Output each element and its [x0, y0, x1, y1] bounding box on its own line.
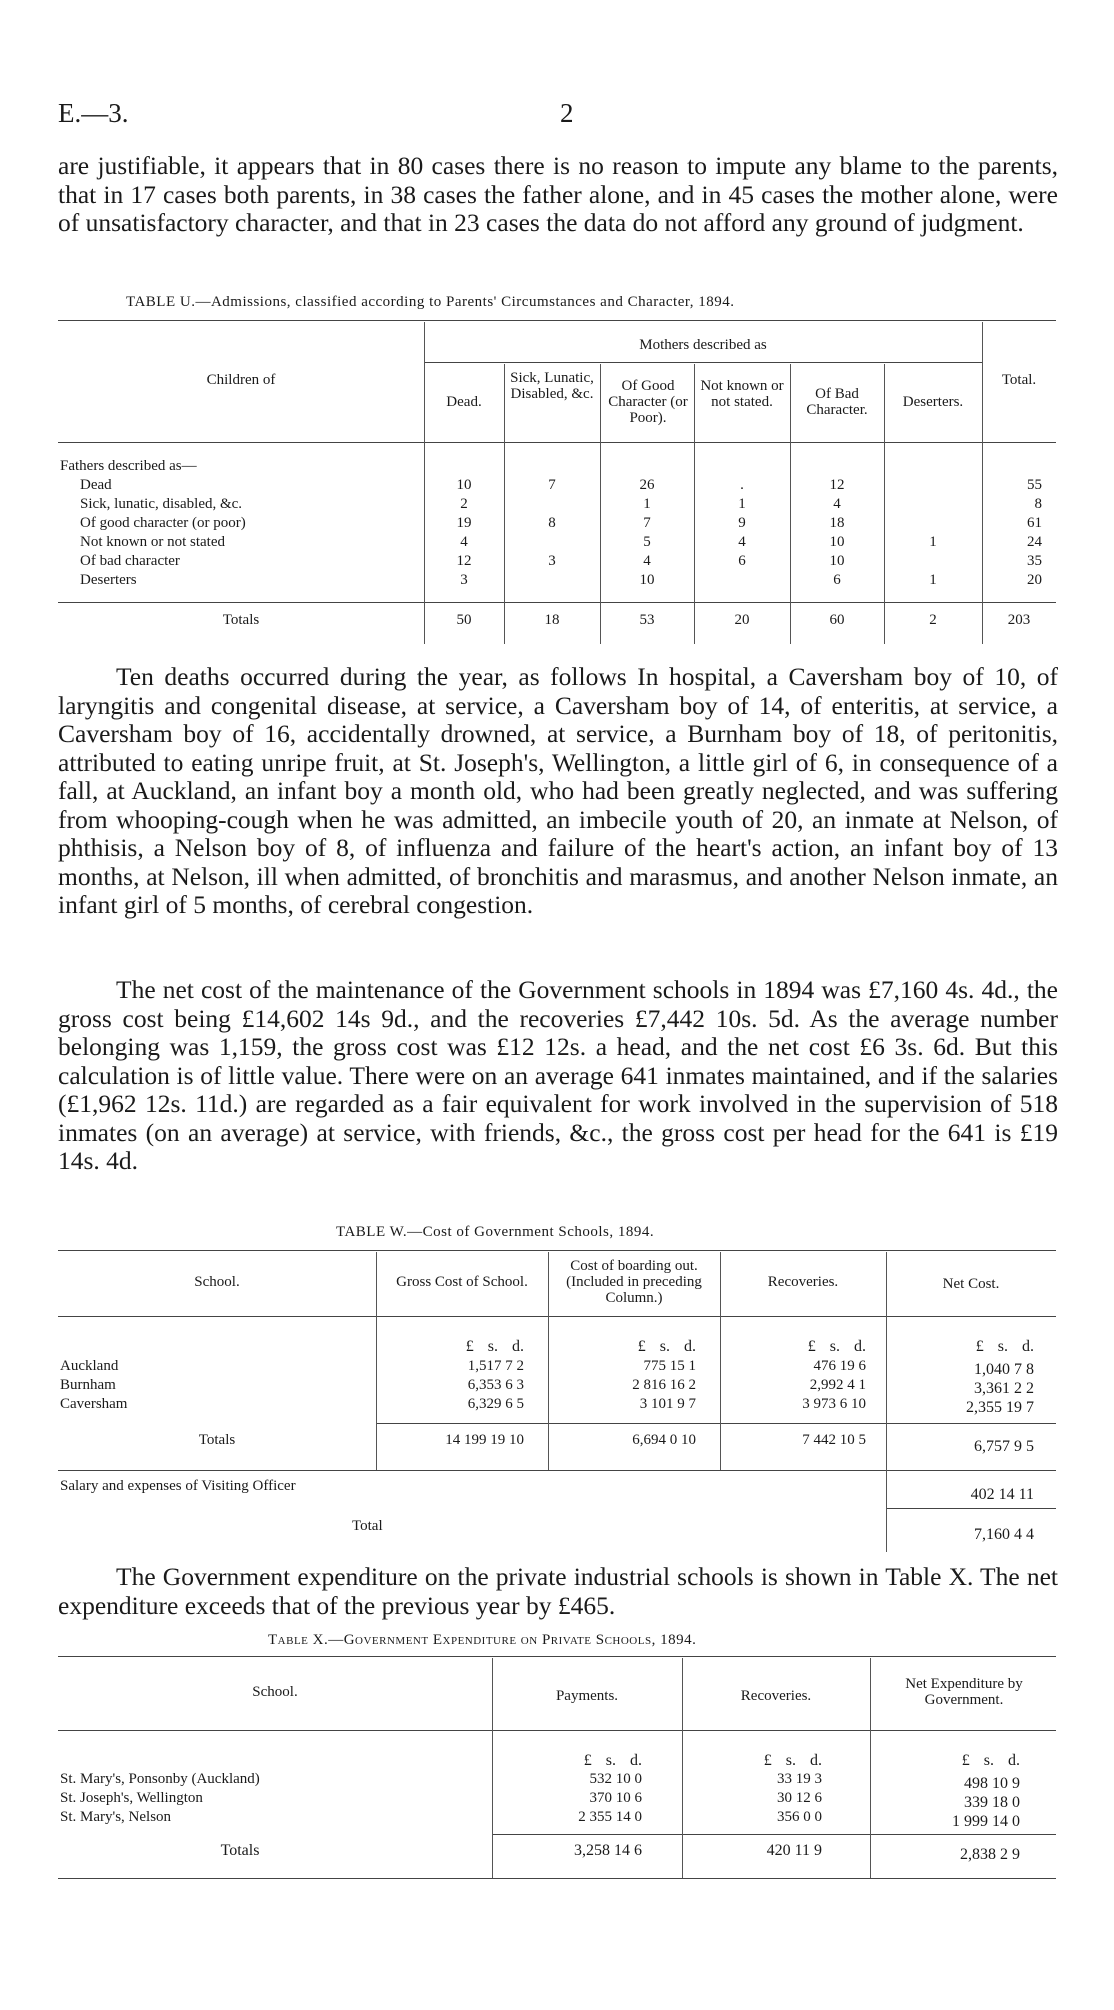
cost-paragraph: The net cost of the maintenance of the Government schools in 1894 was £7,160 4s. 4d., the gross cost being £14,602 14s 9d., and the recoveries £7,442 10s. 5d. As the average number belonging was 1,159, the gross cost was £12 12s. a head, and the net cost £6 3s. 6d. But this calculation is of little value. There were on an average 641 inmates maintained, and if the salaries (£1,962 12s. 11d.) are regarded as a fair equivalent for work involved in the supervision of 518 inmates (on an average) at service, with friends, &c., the gross cost per head for the 641 is £19 14s. 4d.	[58, 975, 1058, 1175]
table-u-group-header: Mothers described as	[639, 337, 767, 353]
table-w-col-gross: Gross Cost of School.	[396, 1274, 528, 1290]
table-u-cell: 3	[460, 572, 468, 588]
table-w-units: £ s. d.	[975, 1338, 1034, 1355]
table-w-units: £ s. d.	[465, 1338, 524, 1355]
table-u-cell: 9	[738, 515, 746, 531]
table-w-row-school: Auckland	[60, 1358, 119, 1374]
table-w-cell: 476 19 6	[813, 1358, 866, 1374]
page-number: 2	[560, 98, 574, 128]
table-u-cell: 10	[829, 534, 845, 550]
table-u-col-good: Of Good Character (or Poor).	[608, 378, 688, 426]
table-w-cell: 1,517 7 2	[467, 1358, 524, 1374]
table-u-cell: 5	[643, 534, 651, 550]
table-u-cell: 8	[548, 515, 556, 531]
table-w-total-cell: 7 442 10 5	[802, 1432, 866, 1448]
deaths-paragraph: Ten deaths occurred during the year, as follows In hospital, a Caversham boy of 10, of laryngitis and congenital disease, at service, a Caversham boy of 14, of enteritis, at service, a Caversham boy of 16, accidentally drowned, at service, a Burnham boy of 18, of peritonitis, attributed to eating unripe fruit, at St. Joseph's, Wellington, a little girl of 6, in consequence of a fall, at Auckland, an infant boy a month old, who had been greatly neglected, and was suffering from whooping-cough when he was admitted, an imbecile youth of 20, an inmate at Nelson, of phthisis, a Nelson boy of 8, of influenza and failure of the heart's action, an infant boy of 13 months, at Nelson, ill when admitted, of bronchitis and marasmus, and another Nelson inmate, an infant girl of 5 months, of cerebral congestion.	[58, 662, 1058, 919]
table-x-cell: 356 0 0	[777, 1809, 822, 1825]
table-u-cell: 10	[639, 572, 655, 588]
table-x-units: £ s. d.	[583, 1752, 642, 1769]
table-u-col-unknown: Not known or not stated.	[700, 378, 784, 410]
table-w-cell: 3,361 2 2	[974, 1380, 1034, 1397]
table-w-col-school: School.	[194, 1274, 240, 1290]
table-u-cell: 6	[833, 572, 841, 588]
table-u-cell: 2	[460, 496, 468, 512]
table-w-cell: 1,040 7 8	[974, 1361, 1034, 1378]
table-w-col-recoveries: Recoveries.	[767, 1274, 839, 1290]
table-w-salary-value: 402 14 11	[970, 1486, 1034, 1503]
table-x-cell: 33 19 3	[777, 1771, 822, 1787]
table-u-cell: 18	[829, 515, 845, 531]
table-x-cell: 1 999 14 0	[952, 1813, 1020, 1830]
table-u-row-total: 20	[1027, 572, 1042, 588]
table-x-row-school: St. Joseph's, Wellington	[60, 1790, 203, 1806]
table-u-cell: 4	[738, 534, 746, 550]
table-u-total-cell: 60	[829, 612, 845, 628]
table-u-col-total: Total.	[1001, 372, 1037, 388]
table-u-col-sick: Sick, Lunatic, Disabled, &c.	[510, 370, 594, 402]
table-w-row-school: Burnham	[60, 1377, 116, 1393]
table-w-total-value: 7,160 4 4	[974, 1526, 1034, 1543]
table-u-cell: 6	[738, 553, 746, 569]
table-w-col-net: Net Cost.	[942, 1276, 1000, 1292]
table-x-col-recoveries: Recoveries.	[740, 1688, 812, 1704]
table-u-cell: 10	[829, 553, 845, 569]
table-w-cell: 3 101 9 7	[639, 1396, 696, 1412]
table-u-row-total: 35	[1027, 553, 1042, 569]
table-u-col-deserters: Deserters.	[902, 394, 964, 410]
table-x-cell: 532 10 0	[589, 1771, 642, 1787]
table-x-units: £ s. d.	[961, 1752, 1020, 1769]
table-x-cell: 30 12 6	[777, 1790, 822, 1806]
table-u-grand-total: 203	[1007, 612, 1031, 628]
table-u-cell: 19	[456, 515, 472, 531]
table-w-cell: 2,992 4 1	[809, 1377, 866, 1393]
document-reference: E.—3.	[58, 98, 129, 128]
table-w-cell: 6,353 6 3	[467, 1377, 524, 1393]
table-x-row-school: St. Mary's, Ponsonby (Auckland)	[60, 1771, 260, 1787]
table-u-total-cell: 53	[639, 612, 655, 628]
table-u-row-label: Sick, lunatic, disabled, &c.	[80, 496, 243, 512]
table-x-caption: Table X.—Government Expenditure on Private Schools, 1894.	[268, 1632, 697, 1648]
table-w-cell: 6,329 6 5	[467, 1396, 524, 1412]
table-w-cell: 2 816 16 2	[632, 1377, 696, 1393]
table-x-total-cell: 2,838 2 9	[960, 1846, 1020, 1863]
table-u-col-dead: Dead.	[446, 394, 482, 410]
table-u-col-bad: Of Bad Character.	[806, 386, 868, 418]
table-u-cell: 4	[833, 496, 841, 512]
table-u-cell: 12	[829, 477, 845, 493]
table-x-totals-label: Totals	[220, 1842, 260, 1859]
table-w-salary-label: Salary and expenses of Visiting Officer	[60, 1478, 296, 1494]
table-u-section-label: Fathers described as—	[60, 458, 197, 474]
table-x-cell: 339 18 0	[964, 1794, 1020, 1811]
table-u-row-label: Of good character (or poor)	[80, 515, 246, 531]
table-u-cell: 1	[929, 534, 937, 550]
intro-paragraph: are justifiable, it appears that in 80 cases there is no reason to impute any blame to the parents, that in 17 cases both parents, in 38 cases the father alone, and in 45 cases the mother alone, were of unsatisfactory character, and that in 23 cases the data do not afford any ground of judgment.	[58, 151, 1058, 237]
table-x-total-cell: 420 11 9	[766, 1842, 822, 1859]
table-x-col-payments: Payments.	[555, 1688, 619, 1704]
private-schools-paragraph: The Government expenditure on the private industrial schools is shown in Table X. The net expenditure exceeds that of the previous year by £465.	[58, 1562, 1058, 1620]
table-x-col-net: Net Expenditure by Government.	[905, 1676, 1023, 1708]
table-w-col-boarding: Cost of boarding out. (Included in preceding Column.)	[566, 1258, 702, 1306]
table-u-cell: 4	[643, 553, 651, 569]
table-u-row-label: Deserters	[80, 572, 137, 588]
table-u-row-label: Dead	[80, 477, 112, 493]
table-u-row-total: 8	[1034, 496, 1042, 512]
table-u-cell: .	[740, 477, 744, 493]
table-u-cell: 12	[456, 553, 472, 569]
table-u-total-cell: 50	[456, 612, 472, 628]
table-w-total-cell: 14 199 19 10	[445, 1432, 524, 1448]
table-u-cell: 4	[460, 534, 468, 550]
table-u-row-total: 61	[1027, 515, 1042, 531]
table-x-cell: 2 355 14 0	[578, 1809, 642, 1825]
table-u-totals-label: Totals	[222, 612, 260, 628]
table-u-total-cell: 18	[544, 612, 560, 628]
table-w-cell: 775 15 1	[643, 1358, 696, 1374]
table-u-row-label: Of bad character	[80, 553, 180, 569]
table-u-cell: 1	[643, 496, 651, 512]
table-w-total-label: Total	[352, 1518, 383, 1534]
table-u-cell: 3	[548, 553, 556, 569]
table-w-cell: 2,355 19 7	[966, 1399, 1034, 1416]
table-w-total-cell: 6,694 0 10	[632, 1432, 696, 1448]
table-w-units: £ s. d.	[807, 1338, 866, 1355]
table-u-cell: 1	[738, 496, 746, 512]
table-x-cell: 498 10 9	[964, 1775, 1020, 1792]
table-u-caption: TABLE U.—Admissions, classified according to Parents' Circumstances and Character, 1894.	[126, 294, 735, 310]
table-u-cell: 7	[548, 477, 556, 493]
table-u-row-total: 55	[1027, 477, 1042, 493]
table-w-total-cell: 6,757 9 5	[974, 1438, 1034, 1455]
table-u-cell: 1	[929, 572, 937, 588]
table-u-cell: 7	[643, 515, 651, 531]
table-x-total-cell: 3,258 14 6	[574, 1842, 642, 1859]
table-x-row-school: St. Mary's, Nelson	[60, 1809, 172, 1825]
table-w-caption: TABLE W.—Cost of Government Schools, 1894.	[336, 1224, 655, 1240]
table-u-total-cell: 2	[929, 612, 937, 628]
table-u-cell: 26	[639, 477, 655, 493]
table-u-cell: 10	[456, 477, 472, 493]
table-u-stub-header: Children of	[206, 372, 276, 388]
table-w-row-school: Caversham	[60, 1396, 128, 1412]
table-u-total-cell: 20	[734, 612, 750, 628]
table-w-units: £ s. d.	[637, 1338, 696, 1355]
table-x-cell: 370 10 6	[589, 1790, 642, 1806]
table-w-totals-label: Totals	[198, 1432, 236, 1448]
table-x-col-school: School.	[252, 1684, 298, 1700]
table-w-cell: 3 973 6 10	[802, 1396, 866, 1412]
table-x-units: £ s. d.	[763, 1752, 822, 1769]
table-u-row-total: 24	[1027, 534, 1042, 550]
table-u-row-label: Not known or not stated	[80, 534, 225, 550]
